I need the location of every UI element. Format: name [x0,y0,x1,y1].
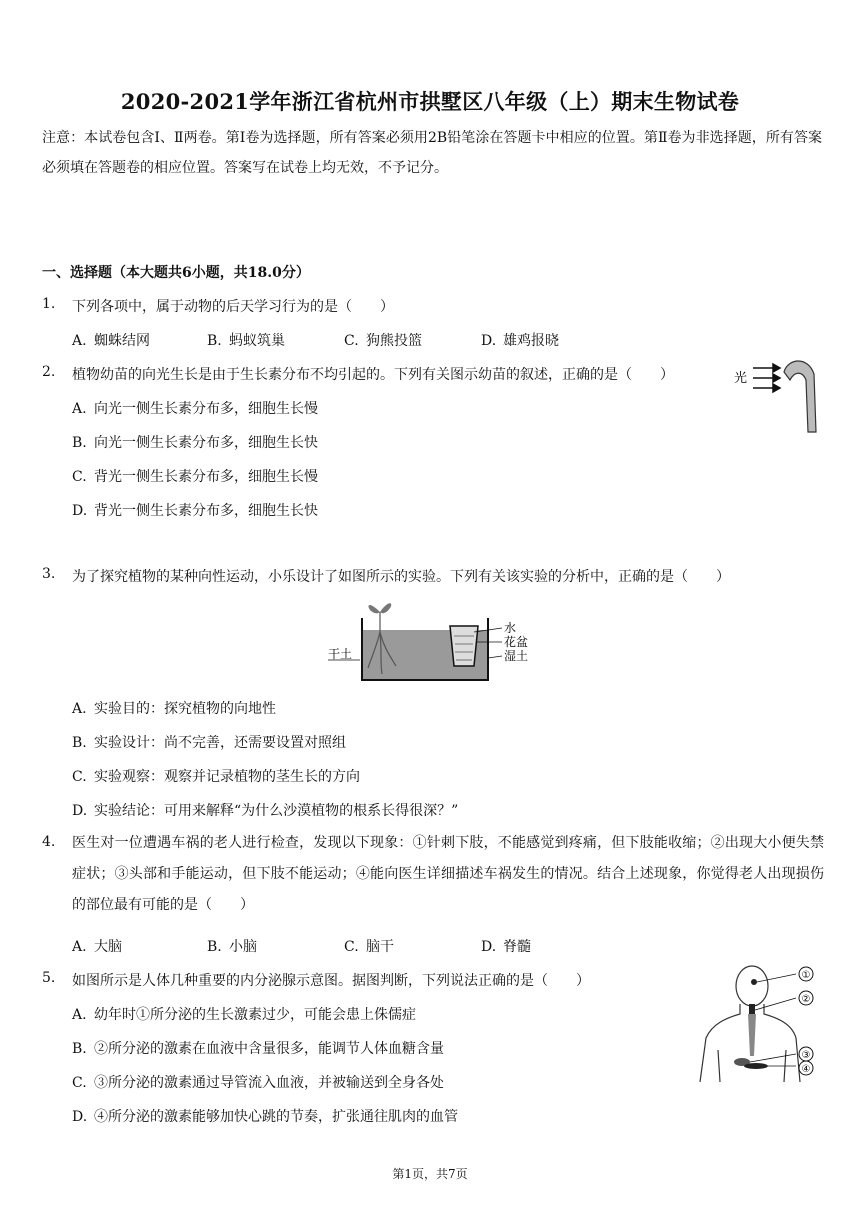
option-c: C. ③所分泌的激素通过导管流入血液，并被输送到全身各处 [72,1075,444,1091]
svg-text:干土: 干土 [328,647,353,661]
svg-text:湿土: 湿土 [504,649,529,663]
option-c: C. 实验观察：观察并记录植物的茎生长的方向 [72,769,360,785]
experiment-figure [324,592,529,692]
svg-text:③: ③ [801,1050,811,1061]
question-number: 2. [42,364,56,380]
option-a: A. 大脑 [72,939,122,955]
section-heading: 一、选择题（本大题共6小题，共18.0分） [42,265,310,281]
option-c: C. 脑干 [344,939,394,955]
option-a: A. 蜘蛛结网 [72,333,150,349]
option-d: D. ④所分泌的激素能够加快心跳的节奏，扩张通往肌肉的血管 [72,1109,458,1125]
endocrine-figure [696,958,826,1084]
page-footer: 第1页，共7页 [392,1167,468,1181]
svg-text:光: 光 [734,371,748,386]
option-c: C. 狗熊投篮 [344,333,422,349]
option-a: A. 幼年时①所分泌的生长激素过少，可能会患上侏儒症 [72,1007,416,1023]
option-b: B. 向光一侧生长素分布多，细胞生长快 [72,435,318,451]
question-stem: 为了探究植物的某种向性运动，小乐设计了如图所示的实验。下列有关该实验的分析中，正确的是（ ） [72,569,730,585]
question-stem: 下列各项中，属于动物的后天学习行为的是（ ） [72,299,394,315]
option-b: B. ②所分泌的激素在血液中含量很多，能调节人体血糖含量 [72,1041,444,1057]
option-b: B. 小脑 [207,939,257,955]
option-d: D. 脊髓 [481,939,531,955]
seedling-figure [728,352,828,436]
svg-text:④: ④ [801,1064,811,1075]
option-d: D. 实验结论：可用来解释“为什么沙漠植物的根系长得很深？” [72,803,459,819]
option-c: C. 背光一侧生长素分布多，细胞生长慢 [72,469,318,485]
svg-text:①: ① [801,970,811,981]
exam-notice: 注意：本试卷包含Ⅰ、Ⅱ两卷。第Ⅰ卷为选择题，所有答案必须用2B铅笔涂在答题卡中相应的位置。第Ⅱ卷为非选择题，所有答案必须填在答题卷的相应位置。答案写在试卷上均无效，不予记分。 [42,130,822,176]
option-d: D. 雄鸡报晓 [481,333,559,349]
question-number: 5. [42,970,56,986]
option-a: A. 实验目的：探究植物的向地性 [72,701,276,717]
svg-text:②: ② [801,994,811,1005]
question-number: 3. [42,566,56,582]
svg-text:水: 水 [504,621,517,635]
option-a: A. 向光一侧生长素分布多，细胞生长慢 [72,401,318,417]
svg-text:花盆: 花盆 [504,635,529,649]
question-stem: 如图所示是人体几种重要的内分泌腺示意图。据图判断，下列说法正确的是（ ） [72,973,590,989]
exam-title: 2020-2021学年浙江省杭州市拱墅区八年级（上）期末生物试卷 [120,89,740,114]
question-number: 4. [42,834,56,850]
question-number: 1. [42,296,56,312]
option-b: B. 蚂蚁筑巢 [207,333,285,349]
option-b: B. 实验设计：尚不完善，还需要设置对照组 [72,735,346,751]
question-stem: 医生对一位遭遇车祸的老人进行检查，发现以下现象：①针刺下肢，不能感觉到疼痛，但下肢能收缩；②出现大小便失禁症状；③头部和手能运动，但下肢不能运动；④能向医生详细描述车祸发生的情况。结合上述现象，你觉得老人出现损伤的部位最有可能的是（ ） [72,835,824,913]
option-d: D. 背光一侧生长素分布多，细胞生长快 [72,503,318,519]
question-stem: 植物幼苗的向光生长是由于生长素分布不均引起的。下列有关图示幼苗的叙述，正确的是（ ） [72,367,674,383]
